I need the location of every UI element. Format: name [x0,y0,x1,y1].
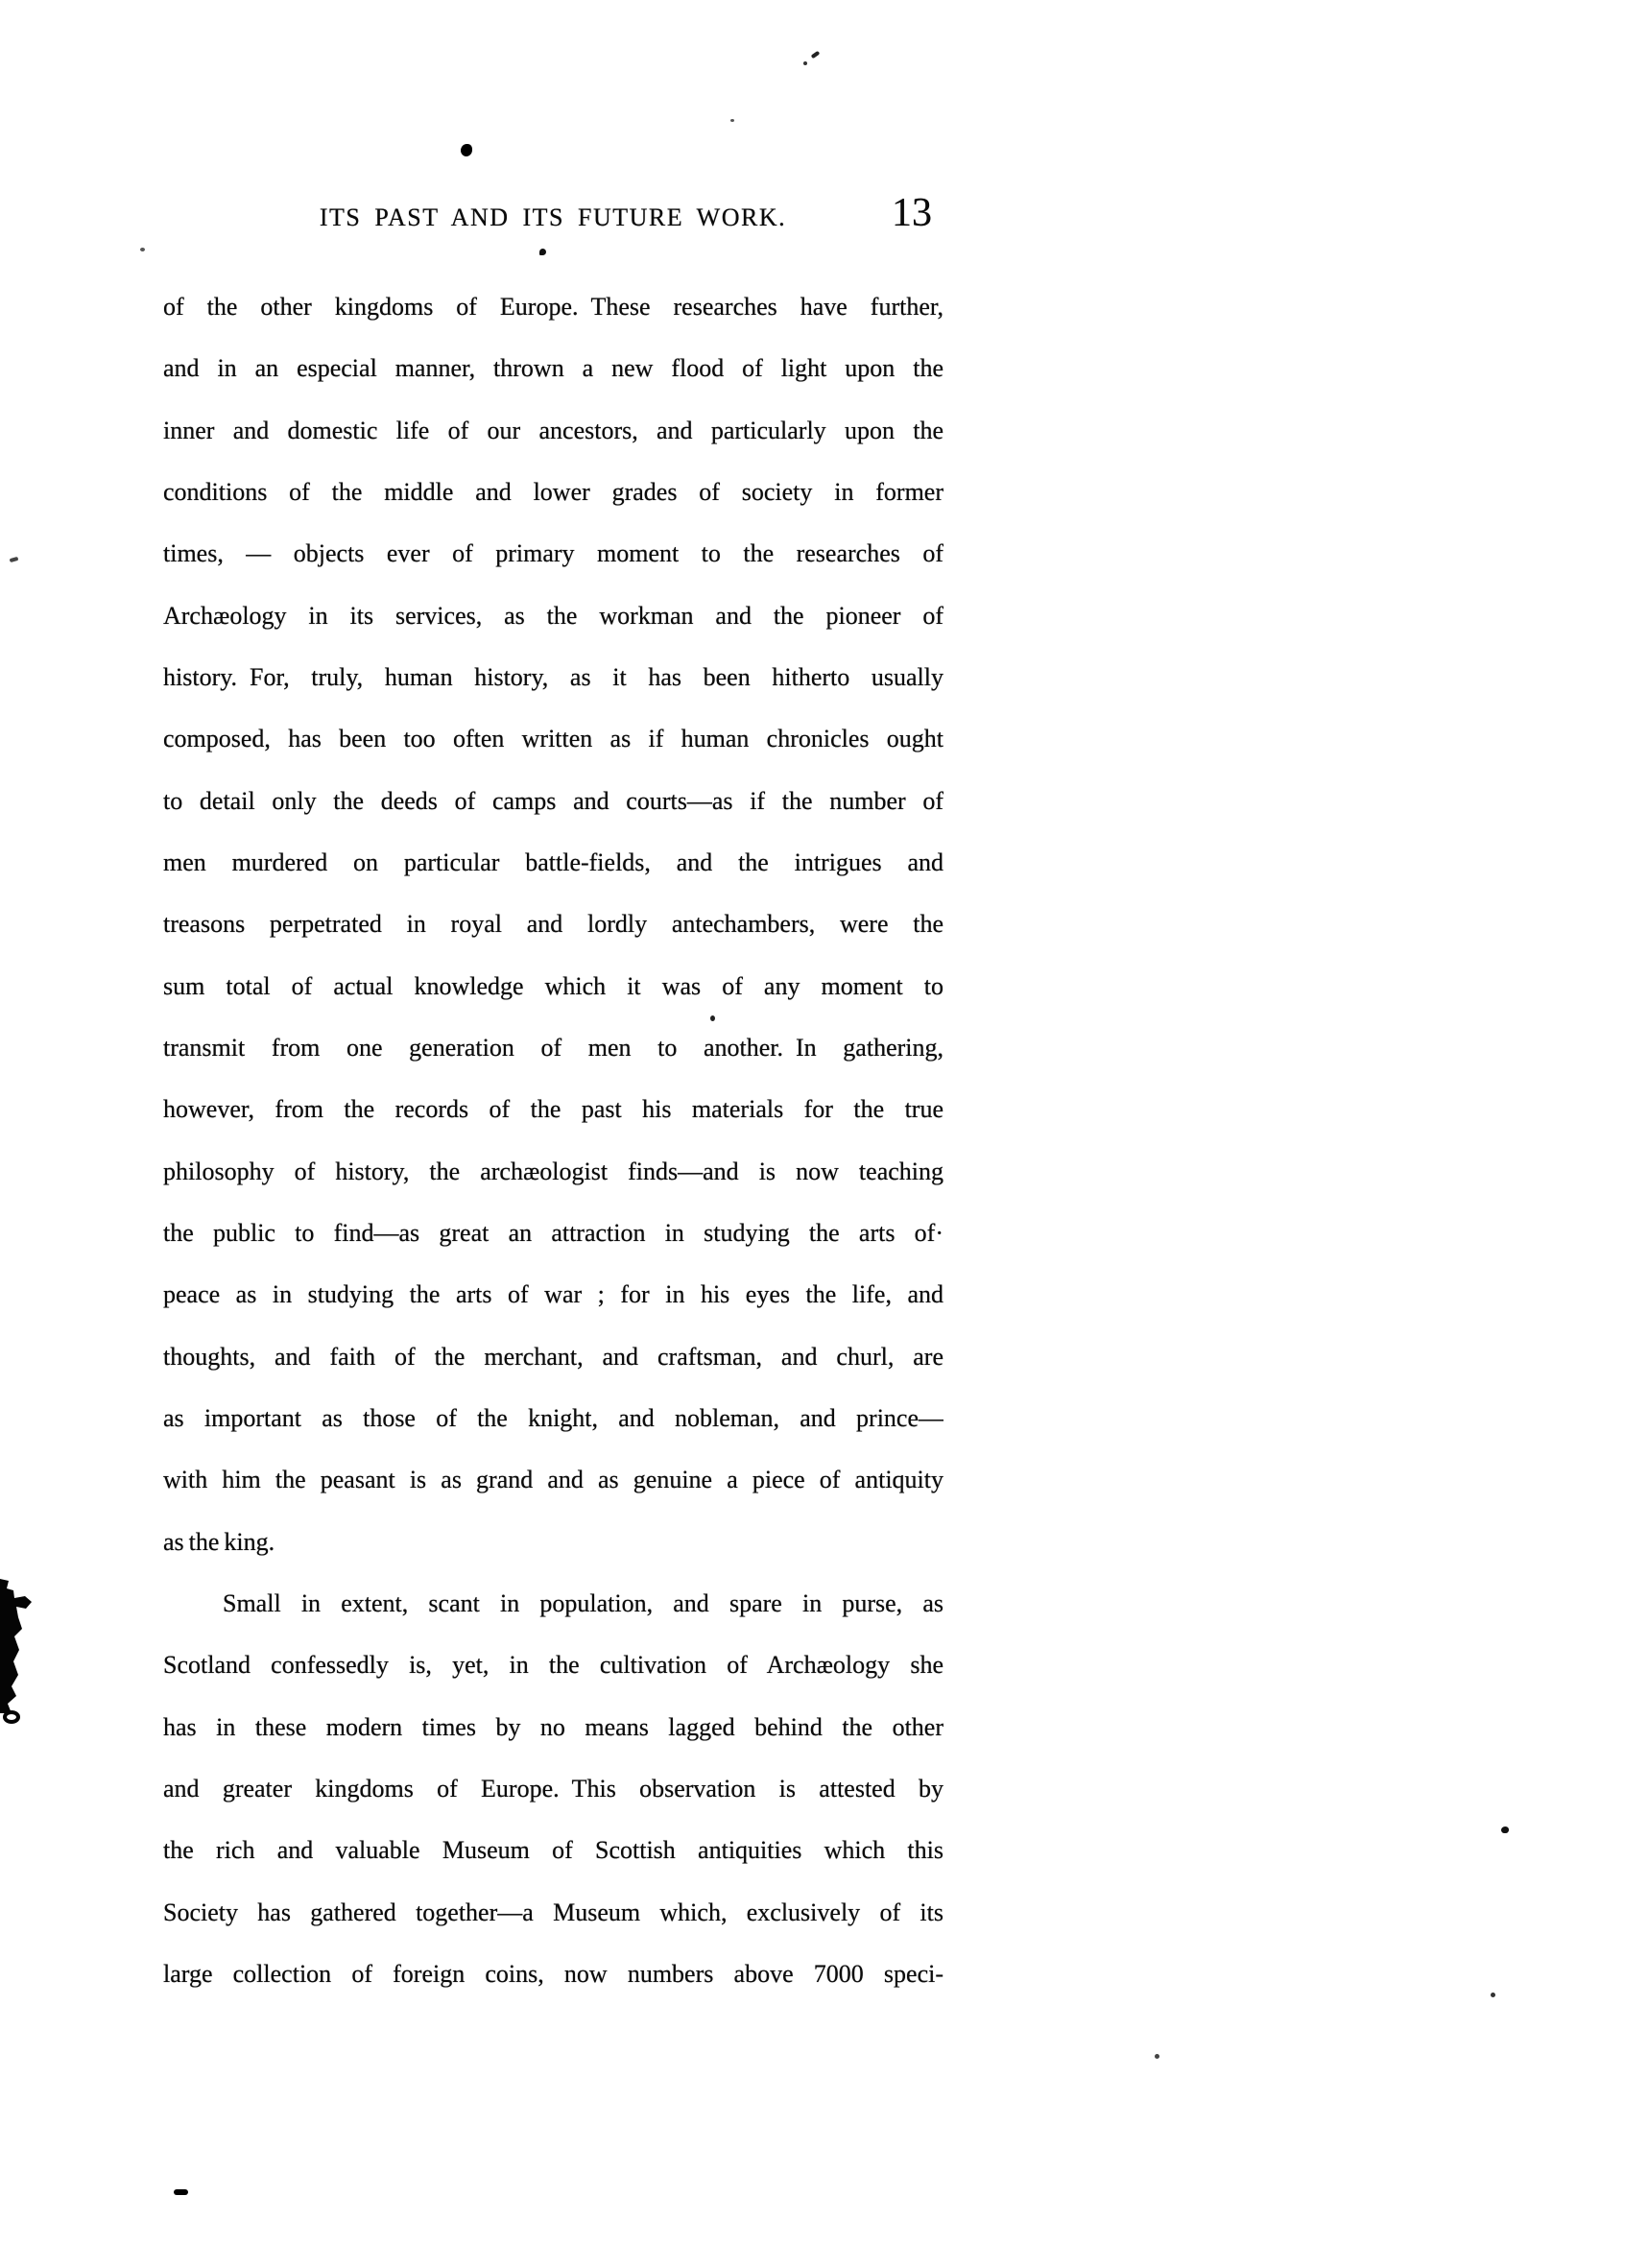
text-line: Society has gathered together—a Museum which, exclusively of its [163,1898,943,1926]
text-line: the public to find—as great an attraction in studying the arts of· [163,1218,943,1247]
text-line: transmit from one generation of men to another. In gathering, [163,1033,943,1062]
text-line: the rich and valuable Museum of Scottish antiquities which this [163,1836,943,1865]
text-line: to detail only the deeds of camps and courts—as if the number of [163,786,943,815]
text-line: thoughts, and faith of the merchant, and craftsman, and churl, are [163,1342,943,1371]
scan-speck [730,119,734,122]
scan-speck [140,248,145,251]
text-line: men murdered on particular battle-fields, and the intrigues and [163,848,943,876]
text-line: sum total of actual knowledge which it was of any moment to [163,971,943,1000]
scan-speck [461,144,472,156]
text-line: Archæology in its services, as the workman and the pioneer of [163,601,943,630]
text-line: and greater kingdoms of Europe. This observation is attested by [163,1774,943,1802]
text-line: as important as those of the knight, and nobleman, and prince— [163,1403,943,1432]
text-line: peace as in studying the arts of war ; for in his eyes the life, and [163,1280,943,1309]
scan-speck [803,61,807,65]
text-line: Scotland confessedly is, yet, in the cultivation of Archæology she [163,1651,943,1680]
running-title: ITS PAST AND ITS FUTURE WORK. [319,203,787,231]
scan-speck [539,249,546,255]
text-line: large collection of foreign coins, now numbers above 7000 speci- [163,1959,943,1988]
text-line: with him the peasant is as grand and as genuine a piece of antiquity [163,1466,943,1494]
ink-smudge-foot [3,1710,20,1724]
text-line: has in these modern times by no means lagged behind the other [163,1712,943,1741]
text-line: of the other kingdoms of Europe. These researches have further, [163,293,943,321]
text-line: history. For, truly, human history, as it has been hitherto usually [163,662,943,691]
body-text [163,276,943,2005]
text-line: philosophy of history, the archæologist finds—and is now teaching [163,1157,943,1185]
scan-speck [811,51,821,59]
text-line: conditions of the middle and lower grades of society in former [163,477,943,506]
scan-speck [10,557,19,562]
text-line: treasons perpetrated in royal and lordly antechambers, were the [163,910,943,939]
scan-speck [1501,1826,1509,1833]
scan-speck [174,2189,188,2195]
text-line: as the king. [163,1527,275,1556]
scan-speck [1155,2054,1159,2059]
text-line: composed, has been too often written as if human chronicles ought [163,725,943,753]
page-number: 13 [892,191,932,235]
scan-speck [710,1015,715,1021]
text-line: times, — objects ever of primary moment to the researches of [163,539,943,568]
ink-smudge [0,1579,35,1713]
text-line: and in an especial manner, thrown a new flood of light upon the [163,354,943,383]
scan-speck [1491,1993,1495,1997]
text-line: however, from the records of the past his materials for the true [163,1095,943,1124]
text-line: inner and domestic life of our ancestors, and particularly upon the [163,416,943,444]
text-line: Small in extent, scant in population, and spare in purse, as [223,1588,943,1617]
